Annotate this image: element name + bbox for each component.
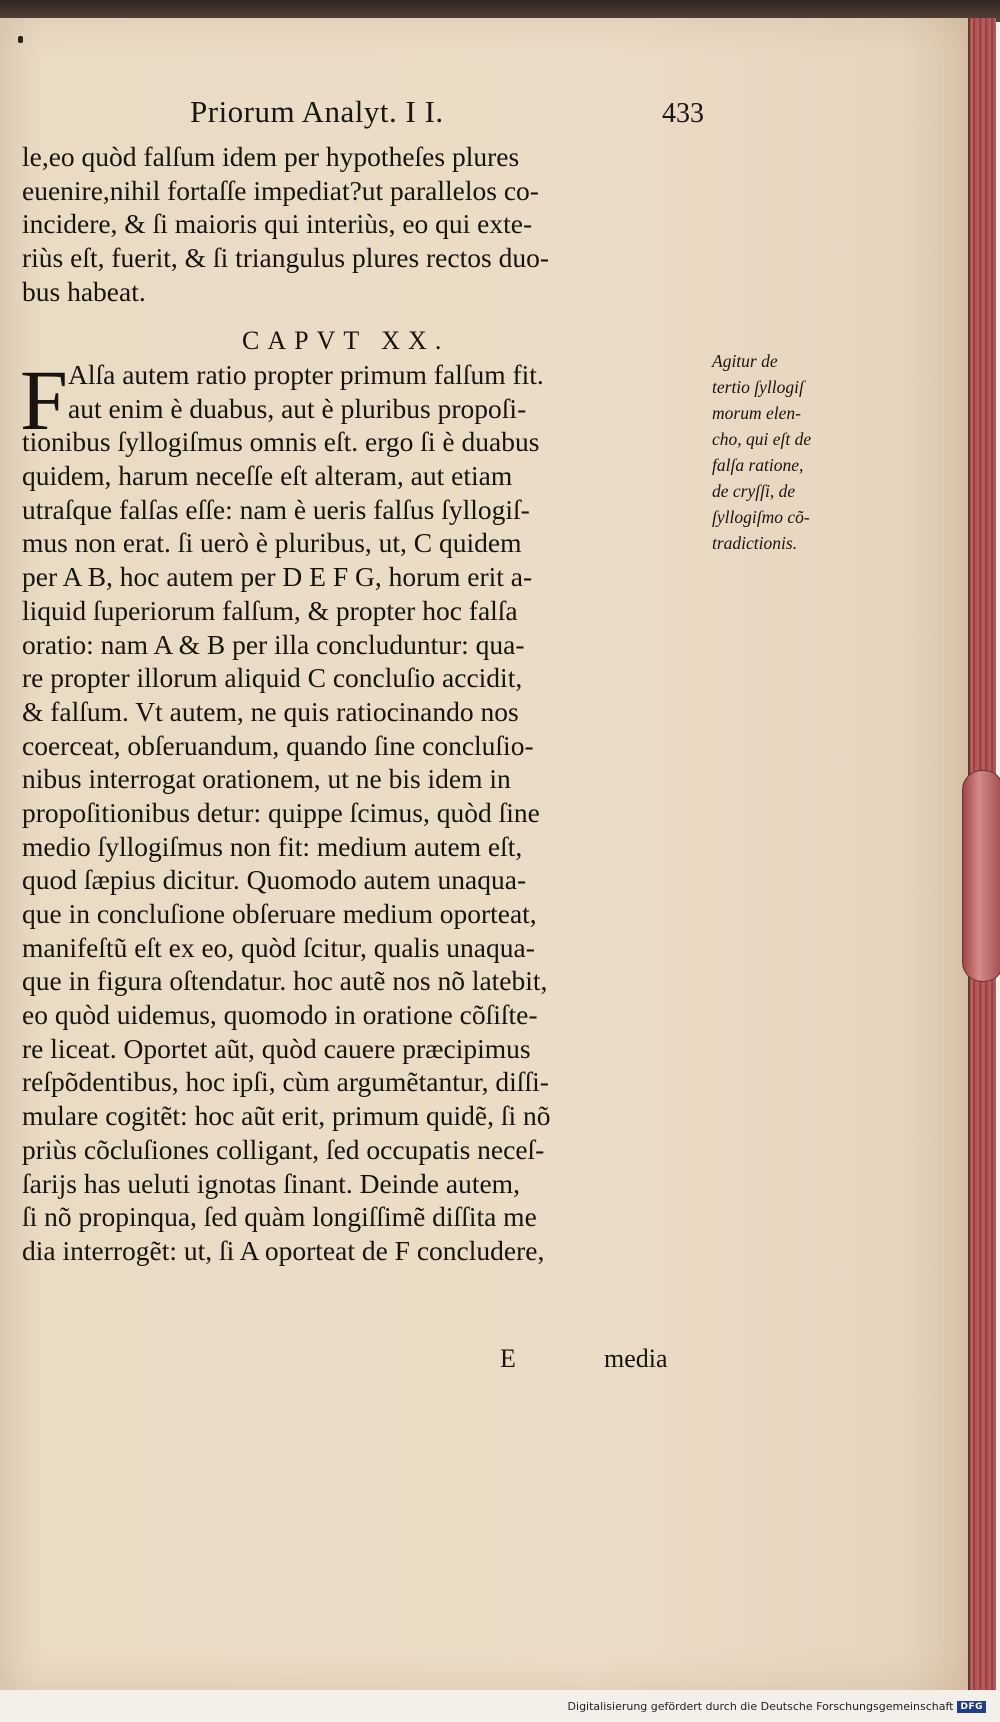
margin-line: tertio ſyllogiſ (712, 377, 804, 397)
text-line: bus habeat. (22, 275, 146, 307)
margin-line: de cryſſi, de (712, 481, 796, 501)
text-line: eo quòd uidemus, quomodo in oratione cõſiſte- (22, 999, 538, 1031)
funding-note (568, 1700, 986, 1713)
text-line: manifeſtũ eſt ex eo, quòd ſcitur, qualis unaqua- (22, 931, 535, 963)
text-line: riùs eſt, fuerit, & ſi triangulus plures rectos duo- (22, 242, 549, 274)
text-line: re liceat. Oportet aũt, quòd cauere præcipimus (22, 1032, 531, 1064)
margin-line: cho, qui eſt de (712, 429, 812, 449)
text-line: propoſitionibus detur: quippe ſcimus, quòd ſine (22, 796, 540, 828)
signature-mark: E (500, 1344, 516, 1373)
funding-text: Digitalisierung gefördert durch die Deutsche Forschungsgemeinschaft (567, 1700, 954, 1713)
text-line: ſi nõ propinqua, ſed quàm longiſſimẽ diſſita me (22, 1201, 537, 1233)
dfg-logo: DFG (957, 1701, 986, 1713)
margin-line: Agitur de (712, 351, 778, 371)
text-line: coerceat, obſeruandum, quando ſine concluſio- (22, 729, 534, 761)
text-line: liquid ſuperiorum falſum, & propter hoc falſa (22, 594, 518, 626)
drop-cap: F (20, 352, 68, 448)
page-edge-clasp (962, 770, 1000, 982)
text-line: dia interrogẽt: ut, ſi A oporteat de F concludere, (22, 1234, 545, 1266)
opening-paragraph (22, 140, 712, 308)
text-line: oratio: nam A & B per illa concluduntur: qua- (22, 628, 525, 660)
text-line: euenire,nihil fortaſſe impediat?ut parallelos co- (22, 174, 539, 206)
ink-mark (18, 36, 23, 43)
text-line: medio ſyllogiſmus non fit: medium autem eſt, (22, 830, 523, 862)
text-line: incidere, & ſi maioris qui interiùs, eo qui exte- (22, 208, 533, 240)
text-line: quod ſæpius dicitur. Quomodo autem unaqua- (22, 864, 527, 896)
text-line: utraſque falſas eſſe: nam è ueris falſus ſyllogiſ- (22, 493, 530, 525)
text-line: tionibus ſyllogiſmus omnis eſt. ergo ſi è duabus (22, 426, 540, 458)
text-line: quidem, harum neceſſe eſt alteram, aut etiam (22, 460, 513, 492)
text-line: que in concluſione obſeruare medium oporteat, (22, 898, 537, 929)
text-line: nibus interrogat orationem, ut ne bis idem in (22, 763, 511, 795)
text-line: reſpõdentibus, hoc ipſi, cùm argumẽtantur, diſſi- (22, 1066, 549, 1098)
text-line: mus non erat. ſi uerò è pluribus, ut, C quidem (22, 527, 522, 559)
catchword: media (604, 1344, 668, 1373)
text-line: & falſum. Vt autem, ne quis ratiocinando nos (22, 695, 519, 727)
text-line: que in figura oſtendatur. hoc autẽ nos nõ latebit, (22, 965, 548, 997)
margin-line: tradictionis. (712, 533, 798, 553)
chapter-heading: CAPVT XX. (242, 326, 450, 355)
chapter-text (20, 352, 722, 1268)
text-line: priùs cõcluſiones colligant, ſed occupatis neceſ- (22, 1133, 545, 1165)
text-line: re propter illorum aliquid C concluſio accidit, (22, 662, 523, 694)
text-line: per A B, hoc autem per D E F G, horum erit a- (22, 561, 533, 593)
text-line: le,eo quòd falſum idem per hypotheſes plures (22, 141, 520, 172)
text-line: ſarijs has ueluti ignotas ſinant. Deinde autem, (22, 1167, 520, 1199)
page-number: 433 (662, 98, 704, 129)
margin-line: ſyllogiſmo cõ- (712, 507, 810, 527)
margin-line: morum elen- (712, 403, 801, 423)
running-title: Priorum Analyt. I I. (190, 94, 444, 129)
marginal-note (712, 348, 852, 556)
text-line: aut enim è duabus, aut è pluribus propoſi- (68, 392, 527, 424)
text-line: Alſa autem ratio propter primum falſum fit. (68, 359, 544, 390)
text-line: mulare cogitẽt: hoc aũt erit, primum quidẽ, ſi nõ (22, 1100, 551, 1132)
margin-line: falſa ratione, (712, 455, 804, 475)
